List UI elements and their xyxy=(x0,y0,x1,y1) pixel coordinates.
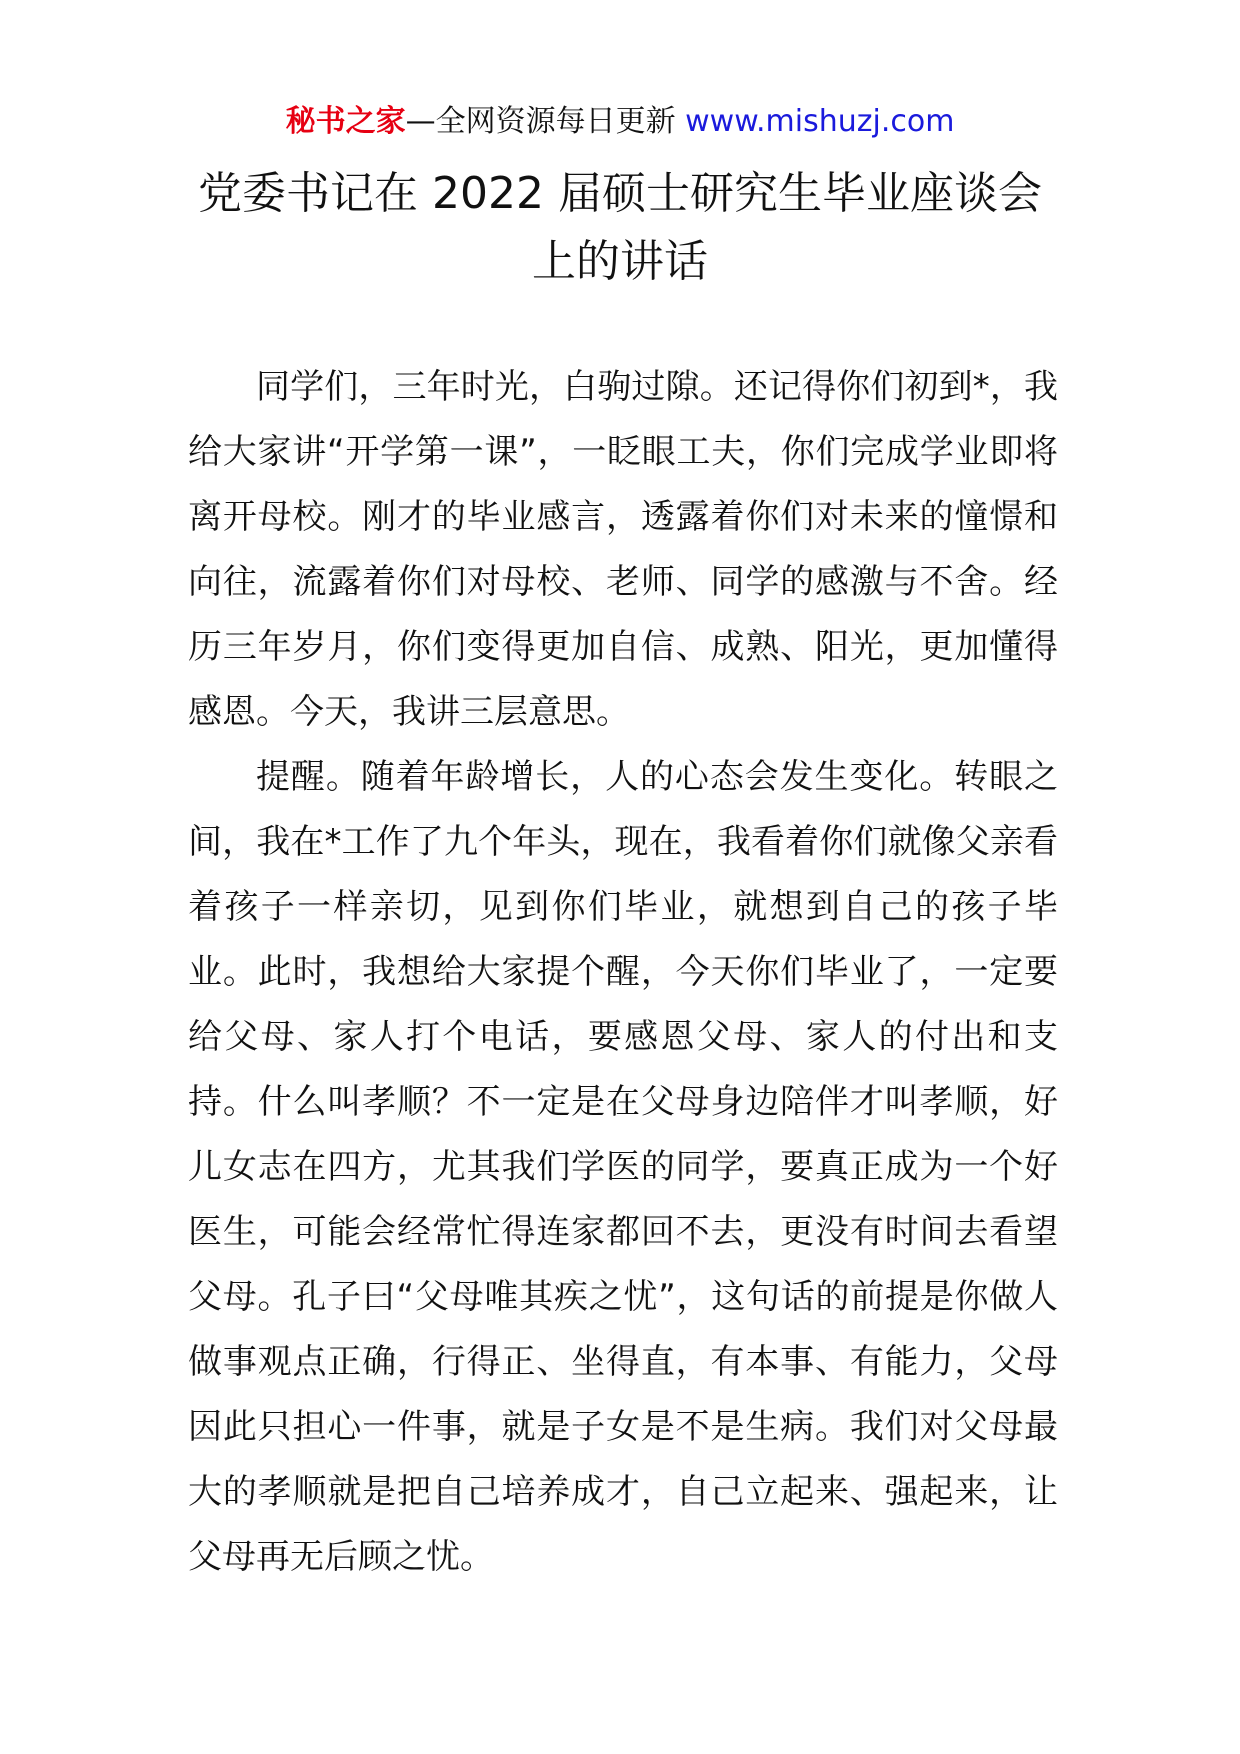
site-banner xyxy=(0,100,1240,144)
document-title xyxy=(150,160,1090,296)
site-url-link[interactable]: www.mishuzj.com xyxy=(685,104,955,139)
document-body xyxy=(188,355,1058,1590)
title-line-2: 上的讲话 xyxy=(532,236,708,287)
paragraph-2: 提醒。随着年龄增长，人的心态会发生变化。转眼之间，我在*工作了九个年头，现在，我看着你们就像父亲看着孩子一样亲切，见到你们毕业，就想到自己的孩子毕业。此时，我想给大家提个醒，今天你们毕业了，一定要给父母、家人打个电话，要感恩父母、家人的付出和支持。什么叫孝顺？不一定是在父母身边陪伴才叫孝顺，好儿女志在四方，尤其我们学医的同学，要真正成为一个好医生，可能会经常忙得连家都回不去，更没有时间去看望父母。孔子曰“父母唯其疾之忧”，这句话的前提是你做人做事观点正确，行得正、坐得直，有本事、有能力，父母因此只担心一件事，就是子女是不是生病。我们对父母最大的孝顺就是把自己培养成才，自己立起来、强起来，让父母再无后顾之忧。 xyxy=(188,757,1058,1577)
paragraph-1: 同学们，三年时光，白驹过隙。还记得你们初到*，我给大家讲“开学第一课”，一眨眼工夫，你们完成学业即将离开母校。刚才的毕业感言，透露着你们对未来的憧憬和向往，流露着你们对母校、老师、同学的感激与不舍。经历三年岁月，你们变得更加自信、成熟、阳光，更加懂得感恩。今天，我讲三层意思。 xyxy=(188,367,1058,732)
site-brand: 秘书之家 xyxy=(285,104,406,139)
title-line-1: 党委书记在 2022 届硕士研究生毕业座谈会 xyxy=(198,168,1042,219)
site-slogan: —全网资源每日更新 xyxy=(405,104,686,139)
